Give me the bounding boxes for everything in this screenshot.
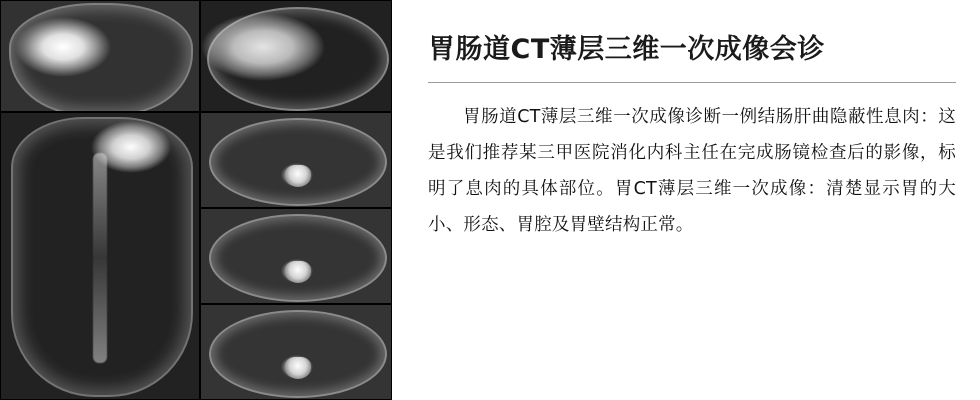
ct-panel-coronal-upper-abdomen — [0, 0, 200, 112]
ct-body-outline — [209, 310, 387, 398]
ct-image-grid — [0, 0, 392, 400]
ct-panel-axial-abdomen-2 — [200, 208, 392, 304]
body-paragraph: 胃肠道CT薄层三维一次成像诊断一例结肠肝曲隐蔽性息肉：这是我们推荐某三甲医院消化内科主任在完成肠镜检查后的影像，标明了息肉的具体部位。胃CT薄层三维一次成像：清楚显示胃的大小、形态、胃腔及胃壁结构正常。 — [428, 107, 956, 236]
ct-panel-axial-pelvis — [200, 304, 392, 400]
text-panel — [392, 0, 980, 400]
page-title: 胃肠道CT薄层三维一次成像会诊 — [428, 34, 825, 65]
title-divider — [428, 82, 956, 83]
ct-body-outline — [209, 118, 387, 206]
ct-panel-axial-liver — [200, 0, 392, 112]
ct-body-outline — [9, 3, 193, 112]
ct-body-outline — [11, 117, 193, 397]
ct-panel-axial-abdomen-1 — [200, 112, 392, 208]
ct-panel-coronal-whole-abdomen — [0, 112, 200, 400]
ct-image-panel — [0, 0, 392, 400]
ct-body-outline — [207, 7, 389, 111]
ct-body-outline — [209, 214, 387, 302]
